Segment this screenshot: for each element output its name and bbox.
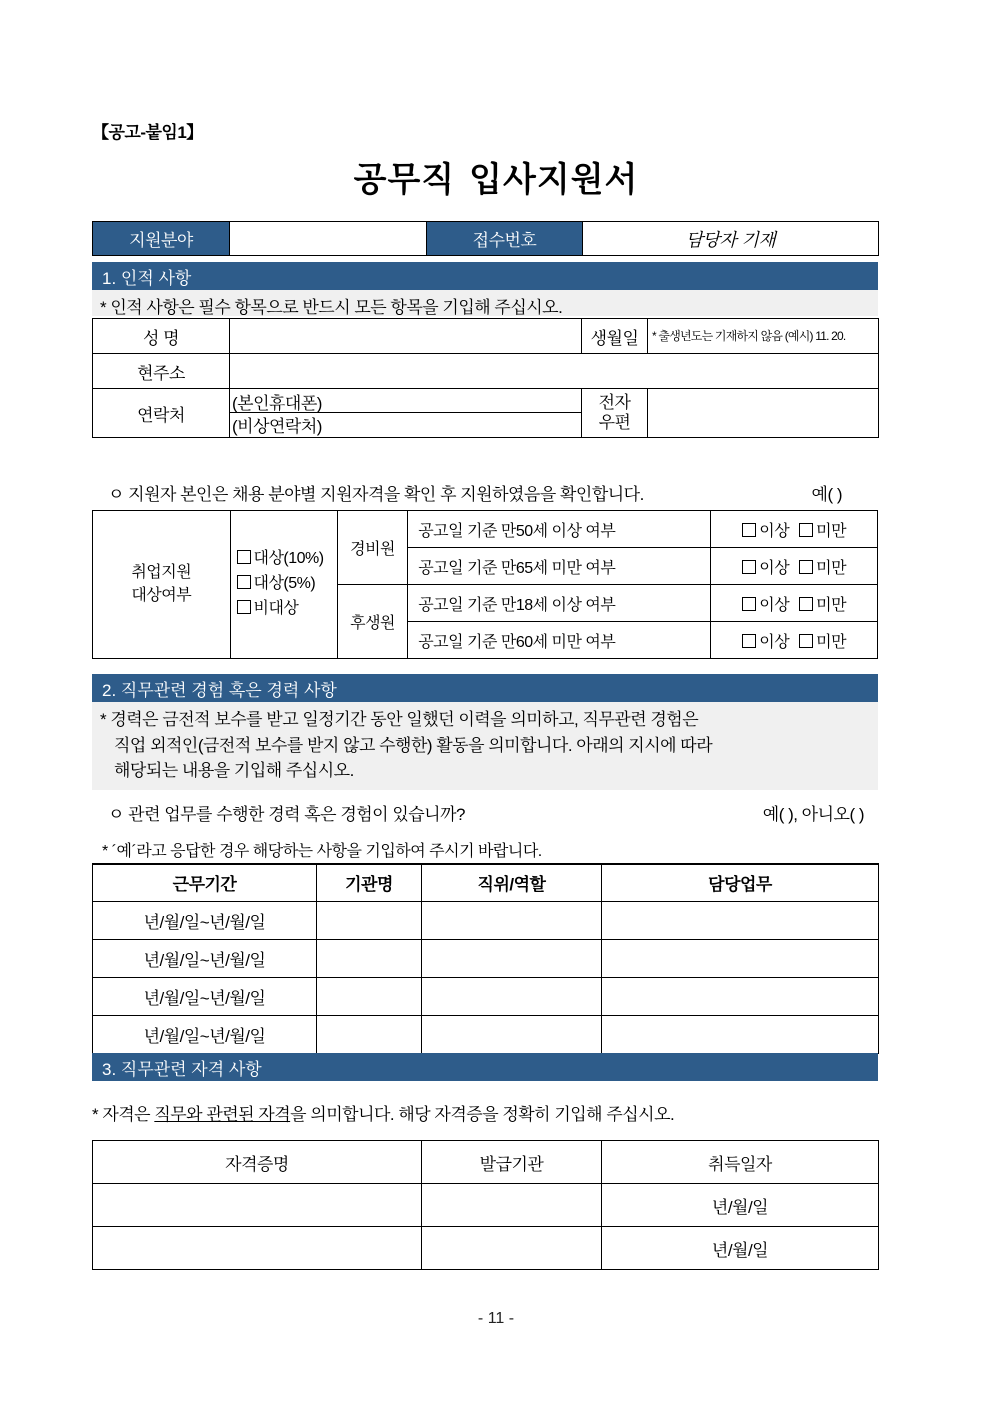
career-header-org: 기관명 [317, 864, 422, 902]
cert-header-name: 자격증명 [93, 1141, 422, 1184]
career-role-input[interactable] [422, 902, 602, 940]
career-period-input[interactable]: 년/월/일~년/월/일 [93, 940, 317, 978]
table-row [93, 511, 878, 548]
support-target-label-line-2: 대상여부 [131, 586, 192, 604]
checkbox-icon[interactable] [742, 634, 756, 648]
table-header-row [93, 1141, 879, 1184]
criteria-answer[interactable] [711, 585, 878, 622]
section-3-note-underlined: 직무와 관련된 자격 [154, 1105, 291, 1124]
support-option-5-label: 대상(5%) [253, 575, 316, 593]
criteria-text: 공고일 기준 만65세 미만 여부 [408, 548, 711, 585]
job-group-security-label: 경비원 [337, 511, 407, 585]
table-row [93, 902, 879, 940]
criteria-over-label: 이상 [759, 596, 790, 614]
eligibility-confirmation-text: ㅇ 지원자 본인은 채용 분야별 지원자격을 확인 후 지원하였음을 확인합니다. [108, 485, 644, 504]
table-header-row [93, 864, 879, 902]
apply-field-row [92, 221, 879, 256]
section-2-header: 2. 직무관련 경험 혹은 경력 사항 [92, 674, 878, 702]
criteria-under-label: 미만 [816, 596, 847, 614]
title-part-1: 공무직 [353, 161, 456, 199]
career-org-input[interactable] [317, 978, 422, 1016]
attachment-tag: 【공고-붙임1】 [92, 123, 203, 142]
criteria-under-label: 미만 [816, 522, 847, 540]
section-3-header: 3. 직무관련 자격 사항 [92, 1053, 878, 1081]
checkbox-icon[interactable] [799, 634, 813, 648]
email-label-line-1: 전자 [598, 393, 631, 413]
criteria-under-label: 미만 [816, 559, 847, 577]
career-duty-input[interactable] [602, 1016, 879, 1054]
checkbox-icon[interactable] [742, 597, 756, 611]
career-header-period: 근무기간 [93, 864, 317, 902]
career-role-input[interactable] [422, 978, 602, 1016]
criteria-text: 공고일 기준 만60세 미만 여부 [408, 622, 711, 659]
certificate-table [92, 1140, 879, 1270]
checkbox-icon[interactable] [742, 560, 756, 574]
table-row-name [93, 319, 879, 354]
support-option-5[interactable] [237, 572, 331, 597]
contact-label: 연락처 [93, 389, 230, 438]
address-input[interactable] [230, 354, 879, 389]
criteria-text: 공고일 기준 만18세 이상 여부 [408, 585, 711, 622]
cert-name-input[interactable] [93, 1227, 422, 1270]
contact-inputs [230, 389, 582, 438]
criteria-text: 공고일 기준 만50세 이상 여부 [408, 511, 711, 548]
career-header-role: 직위/역할 [422, 864, 602, 902]
career-org-input[interactable] [317, 940, 422, 978]
name-input[interactable] [230, 319, 582, 354]
title-part-2: 입사지원서 [469, 161, 639, 199]
page-title [0, 152, 992, 201]
name-label: 성 명 [93, 319, 230, 354]
table-row [93, 940, 879, 978]
experience-question-text: ㅇ 관련 업무를 수행한 경력 혹은 경험이 있습니까? [108, 805, 465, 824]
support-target-label [93, 511, 231, 659]
table-row [93, 978, 879, 1016]
address-label: 현주소 [93, 354, 230, 389]
section-2-note-line-3: 해당되는 내용을 기입해 주십시오. [114, 761, 354, 780]
criteria-over-label: 이상 [759, 522, 790, 540]
support-target-options [230, 511, 337, 659]
support-option-10-label: 대상(10%) [253, 550, 324, 568]
career-header-duty: 담당업무 [602, 864, 879, 902]
career-role-input[interactable] [422, 940, 602, 978]
support-target-label-line-1: 취업지원 [131, 564, 192, 582]
section-2-note-line-1: * 경력은 금전적 보수를 받고 일정기간 동안 일했던 이력을 의미하고, 직무관련 경험은 [100, 710, 699, 729]
support-option-none[interactable] [237, 597, 331, 622]
career-duty-input[interactable] [602, 940, 879, 978]
cert-header-date: 취득일자 [602, 1141, 879, 1184]
email-label [582, 389, 648, 438]
section-3-note-suffix: 을 의미합니다. 해당 자격증을 정확히 기입해 주십시오. [290, 1105, 675, 1124]
career-period-input[interactable]: 년/월/일~년/월/일 [93, 978, 317, 1016]
section-2-note-line-2: 직업 외적인(금전적 보수를 받지 않고 수행한) 활동을 의미합니다. 아래의 지시에 따라 [114, 735, 713, 755]
apply-field-input[interactable] [230, 222, 427, 256]
checkbox-icon[interactable] [237, 600, 251, 614]
cert-header-issuer: 발급기관 [422, 1141, 602, 1184]
receipt-number-value: 담당자 기재 [583, 222, 879, 256]
cert-date-input[interactable]: 년/월/일 [602, 1227, 879, 1270]
apply-field-label: 지원분야 [93, 222, 230, 256]
eligibility-confirmation-answer[interactable]: 예( ) [811, 485, 842, 504]
checkbox-icon[interactable] [799, 597, 813, 611]
section-3-note-prefix: * 자격은 [92, 1105, 155, 1124]
checkbox-icon[interactable] [742, 523, 756, 537]
table-row [93, 1227, 879, 1270]
checkbox-icon[interactable] [799, 560, 813, 574]
table-row [93, 222, 879, 256]
criteria-answer[interactable] [711, 511, 878, 548]
birthdate-note: * 출생년도는 기재하지 않음 (예시) 11. 20. [652, 328, 846, 343]
criteria-under-label: 미만 [816, 633, 847, 651]
cert-issuer-input[interactable] [422, 1227, 602, 1270]
checkbox-icon[interactable] [237, 575, 251, 589]
criteria-answer[interactable] [711, 622, 878, 659]
career-period-input[interactable]: 년/월/일~년/월/일 [93, 1016, 317, 1054]
criteria-answer[interactable] [711, 548, 878, 585]
birthdate-cell[interactable] [648, 319, 879, 354]
email-input[interactable] [648, 389, 879, 438]
criteria-over-label: 이상 [759, 633, 790, 651]
career-org-input[interactable] [317, 1016, 422, 1054]
section-1-note: * 인적 사항은 필수 항목으로 반드시 모든 항목을 기입해 주십시오. [92, 290, 878, 316]
career-table [92, 863, 879, 1054]
experience-question-line [108, 800, 878, 825]
experience-question-options[interactable]: 예( ), 아니오( ) [762, 805, 864, 824]
career-org-input[interactable] [317, 902, 422, 940]
table-row [93, 1016, 879, 1054]
section-1-header: 1. 인적 사항 [92, 262, 878, 290]
career-period-input[interactable]: 년/월/일~년/월/일 [93, 902, 317, 940]
email-label-line-2: 우편 [598, 413, 631, 432]
cert-date-input[interactable]: 년/월/일 [602, 1184, 879, 1227]
mobile-phone-input[interactable]: (본인휴대폰) [230, 390, 581, 413]
personal-info-table [92, 318, 879, 438]
career-duty-input[interactable] [602, 978, 879, 1016]
emergency-contact-input[interactable]: (비상연락처) [232, 417, 322, 436]
eligibility-confirmation-line [108, 480, 878, 505]
table-row [93, 1184, 879, 1227]
receipt-number-label: 접수번호 [427, 222, 583, 256]
criteria-over-label: 이상 [759, 559, 790, 577]
cert-name-input[interactable] [93, 1184, 422, 1227]
table-row-address [93, 354, 879, 389]
career-role-input[interactable] [422, 1016, 602, 1054]
page-number: - 11 - [477, 1310, 515, 1327]
employment-support-table [92, 510, 878, 659]
support-option-10[interactable] [237, 547, 331, 572]
cert-issuer-input[interactable] [422, 1184, 602, 1227]
support-option-none-label: 비대상 [253, 599, 299, 617]
checkbox-icon[interactable] [799, 523, 813, 537]
section-2-note [92, 702, 878, 790]
career-duty-input[interactable] [602, 902, 879, 940]
birthdate-label: 생월일 [582, 319, 648, 354]
job-group-welfare-label: 후생원 [337, 585, 407, 659]
checkbox-icon[interactable] [237, 550, 251, 564]
section-2-sub-note: * ´예´라고 응답한 경우 해당하는 사항을 기입하여 주시기 바랍니다. [92, 836, 878, 865]
table-row-contact [93, 389, 879, 438]
section-3-note [92, 1100, 878, 1125]
